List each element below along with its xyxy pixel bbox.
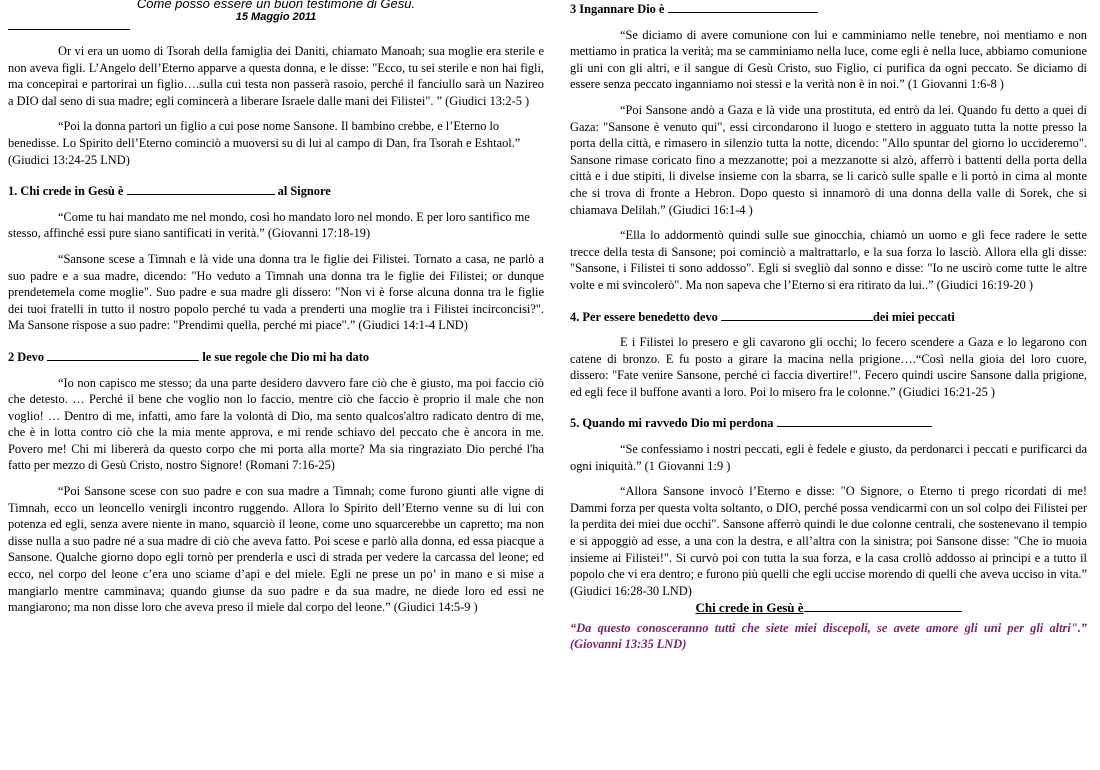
section-3-heading (570, 0, 1087, 18)
title-divider (8, 28, 130, 30)
section-3-blank (668, 0, 818, 13)
closing-heading-text: Chi crede in Gesù è (695, 600, 804, 616)
section-2-heading-start: 2 Devo (8, 349, 45, 364)
section-2-heading-end: le sue regole che Dio mi ha dato (202, 349, 370, 364)
section-2-blank (47, 348, 199, 361)
section-5-heading-text: 5. Quando mi ravvedo Dio mi perdona (570, 416, 774, 431)
section-4-blank (721, 308, 873, 321)
section-5-paragraph-2: “Allora Sansone invocò l’Eterno e disse: "O Signore, o Eterno ti prego ricordati di me! Dammi forza per questa volta soltanto, o DIO, perché possa vendicarmi con un sol colpo dei Filistei per la perdita dei miei due occhi". Sansone afferrò quindi le due colonne centrali, che sostenevano il tempio e si appoggiò ad esse, a una con la destra, e all’altra con la sinistra; poi Sansone disse: "Che io muoia insieme ai Filistei!". Si curvò poi con tutta la sua forza, e la casa crollò addosso ai principi e a tutto il popolo che vi era dentro; e furono più quelli che egli uccise morendo di quelli che aveva ucciso in vita.” (Giudici 16:28-30 LND) (570, 484, 1087, 598)
section-4-heading-start: 4. Per essere benedetto devo (570, 309, 718, 324)
section-4-paragraph-1: E i Filistei lo presero e gli cavarono gli occhi; lo fecero scendere a Gaza e lo legarono con catene di bronzo. E fu posto a girare la macina nella prigione….“Così nella gioia del loro cuore, dissero: "Fate venire Sansone, perché ci faccia divertire!". Fecero quindi uscire Sansone dalla prigione, ed egli fece il buffone avanti a loro. Poi lo misero fra le colonne.” (Giudici 16:21-25 ) (570, 335, 1087, 399)
section-3-paragraph-2: “Poi Sansone andò a Gaza e là vide una prostituta, ed entrò da lei. Quando fu detto a quei di Gaza: "Sansone è venuto qui", essi circondarono il luogo e stettero in agguato tutta la notte presso la porta della città, e rimasero in silenzio tutta la notte, dicendo: "Allo spuntar del giorno lo uccideremo". Sansone rimase coricato fino a mezzanotte; poi a mezzanotte si alzò, afferrò i battenti della porta della città e i due stipiti, li divelse insieme con la sbarra, se li caricò sulle spalle e li portò in cima al monte che si trova di fronte a Hebron. Dopo questo si innamorò di una donna della valle di Sorek, che si chiamava Delilah.” (Giudici 16:1-4 ) (570, 102, 1087, 217)
section-3-paragraph-1: “Se diciamo di avere comunione con lui e camminiamo nelle tenebre, noi mentiamo e non mettiamo in pratica la verità; ma se camminiamo nella luce, come egli è nella luce, abbiamo comunione gli uni con gli altri, e il sangue di Gesù Cristo, suo Figlio, ci purifica da ogni peccato. Se diciamo di essere senza peccato inganniamo noi stessi e la verità non è in noi.” (1 Giovanni 1:6-8 ) (570, 27, 1087, 92)
section-2-paragraph-2: “Poi Sansone scese con suo padre e con sua madre a Timnah; come furono giunti alle vigne di Timnah, ecco un leoncello venirgli incontro ruggendo. Allora lo Spirito dell’Eterno venne su di lui con potenza ed egli, senza avere niente in mano, squarciò il leone, come uno squarcerebbe un capretto; ma non disse nulla a suo padre né a sua madre di ciò che aveva fatto. Poi scese e parlò alla donna, ed essa piacque a Sansone. Qualche giorno dopo egli tornò per prenderla e uscì di strada per vedere la carcassa del leone; ed ecco, nel corpo del leone c’era uno sciame d’api e del miele. Egli ne prese un po’ in mano e si mise a mangiarlo mentre camminava; quando giunse da suo padre e da sua madre, ne diede loro ed essi ne mangiarono; ma non disse loro che aveva preso il miele dal corpo del leone.” (Giudici 14:5-9 ) (8, 484, 544, 615)
section-5-blank (777, 414, 932, 427)
section-3-paragraph-3: “Ella lo addormentò quindi sulle sue ginocchia, chiamò un uomo e gli fece radere le sette trecce della testa di Sansone; poi cominciò a maltrattarlo, e la sua forza lo lasciò. Allora ella gli disse: "Sansone, i Filistei ti sono addosso". Egli si svegliò dal sonno e disse: "Io ne uscirò come tutte le altre volte e mi svincolerò". Ma non sapeva che l’Eterno si era ritirato da lui..” (Giudici 16:19-20 ) (570, 228, 1087, 292)
right-column (570, 0, 1087, 652)
closing-blank (804, 599, 962, 612)
section-1-heading (8, 182, 544, 200)
section-2-paragraph-1: “Io non capisco me stesso; da una parte desidero davvero fare ciò che è giusto, ma poi faccio ciò che detesto. … Perché il bene che voglio non lo faccio, mentre ciò che faccio è proprio il male che non voglio! … Dentro di me, infatti, amo fare la volontà di Dio, ma sento qualcos'altro radicato dentro di me, che è in lotta contro ciò che la mia mente approva, e mi rende schiavo del peccato che è ancora in me. Povero me! Chi mi libererà da questo corpo che mi porta alla morte? Ma sia ringraziato Dio perché l'ha fatto per mezzo di Gesù Cristo, nostro Signore! (Romani 7:16-25) (8, 375, 544, 473)
section-1-heading-end: al Signore (277, 184, 331, 199)
intro-paragraph-2: “Poi la donna partorì un figlio a cui pose nome Sansone. Il bambino crebbe, e l’Eterno lo benedisse. Lo Spirito dell’Eterno cominciò a muoversi su di lui al campo di Dan, fra Tsorah e Eshtaol.” (Giudici 13:24-25 LND) (8, 119, 521, 167)
left-column (8, 0, 544, 616)
section-1-paragraph-2: “Sansone scese a Timnah e là vide una donna tra le figlie dei Filistei. Tornato a casa, ne parlò a suo padre e a sua madre, dicendo: "Ho veduto a Timnah una donna tra le figlie dei Filistei; or dunque prendetemela come moglie". Suo padre e sua madre gli dissero: "Non vi è forse alcuna donna tra le figlie dei tuoi fratelli in tutto il nostro popolo perché tu vada a prenderti una moglie tra i Filistei incirconcisi?". Ma Sansone rispose a suo padre: "Prendimi quella, perché mi piace".” (Giudici 14:1-4 LND) (8, 251, 544, 333)
closing-heading (570, 599, 1087, 616)
document-title: Come posso essere un buon testimone di Gesù. (136, 0, 416, 11)
intro-paragraph-1: Or vi era un uomo di Tsorah della famiglia dei Daniti, chiamato Manoah; sua moglie era sterile e non aveva figli. L’Angelo dell’Eterno apparve a questa donna, e le disse: "Ecco, tu sei sterile e non hai figli, ma concepirai e partorirai un figlio….sulla cui testa non passerà rasoio, perché il fanciullo sarà un Nazireo a DIO dal seno di sua madre; egli comincerà a liberare Israele dalle mani dei Filistei". ” (Giudici 13:2-5 ) (8, 44, 544, 108)
closing-quote: “Da questo conosceranno tutti che siete miei discepoli, se avete amore gli uni per gli altri".” (Giovanni 13:35 LND) (570, 621, 1087, 652)
section-1-heading-start: 1. Chi crede in Gesù è (8, 184, 124, 199)
section-4-heading-end: dei miei peccati (872, 309, 955, 324)
section-2-heading (8, 348, 544, 366)
section-1-paragraph-1: “Come tu hai mandato me nel mondo, così ho mandato loro nel mondo. E per loro santifico me stesso, affinché essi pure siano santificati in verità.” (Giovanni 17:18-19) (8, 209, 530, 241)
section-3-heading-text: 3 Ingannare Dio è (570, 2, 665, 16)
section-1-blank (127, 182, 275, 195)
section-5-paragraph-1: “Se confessiamo i nostri peccati, egli è fedele e giusto, da perdonarci i peccati e purificarci da ogni iniquità.” (1 Giovanni 1:9 ) (570, 442, 1087, 473)
section-4-heading (570, 308, 1087, 326)
section-5-heading (570, 414, 1087, 432)
document-date: 15 Maggio 2011 (235, 11, 317, 23)
